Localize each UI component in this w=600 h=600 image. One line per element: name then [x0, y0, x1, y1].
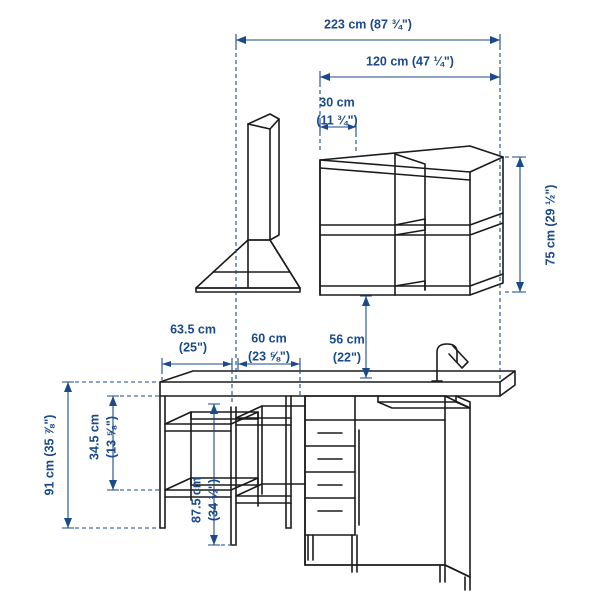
label-total-width: 223 cm (87 ¾") [324, 17, 412, 32]
label-under-counter-line2: (34 ½") [206, 478, 221, 522]
hood-group [196, 114, 300, 292]
base-cabinet [305, 396, 470, 590]
wall-shelf-unit [320, 146, 503, 295]
label-under-counter-line1: 87.5 cm [189, 477, 204, 523]
countertop [160, 371, 515, 396]
label-table-width-line1: 63.5 cm [170, 322, 216, 337]
label-base-width-line1: 60 cm [251, 331, 287, 346]
label-table-width-line2: (25") [178, 340, 208, 355]
dimension-labels [42, 17, 557, 523]
label-base-width-line2: (23 ⅝") [247, 349, 291, 364]
label-wall-to-counter-line1: 56 cm [329, 332, 365, 347]
label-total-height: 91 cm (35 ⅞") [42, 414, 57, 496]
label-shelf-height: 75 cm (29 ½") [543, 184, 558, 266]
open-shelf-table [160, 396, 305, 545]
label-shelf-depth-line1: 30 cm [319, 95, 355, 110]
faucet-and-sink [378, 344, 470, 408]
dimension-lines [62, 34, 526, 545]
label-wall-to-counter-line2: (22") [332, 350, 362, 365]
label-shelf-clearance-line2: (13 ⅝") [104, 415, 119, 459]
label-shelf-depth-line2: (11 ¾") [316, 113, 358, 128]
label-shelf-width: 120 cm (47 ¼") [366, 54, 454, 69]
label-shelf-clearance-line1: 34.5 cm [87, 414, 102, 460]
